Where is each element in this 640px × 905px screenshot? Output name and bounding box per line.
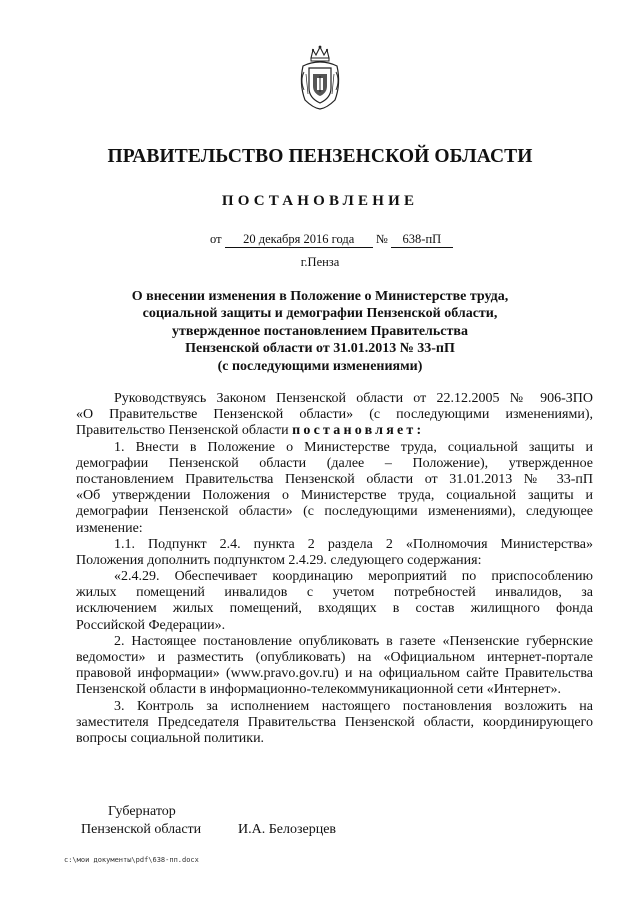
body-line: изменение: xyxy=(76,520,143,536)
body-line: демографии Пензенской области» (с последующими изменениями), следующее xyxy=(76,504,593,520)
document-body xyxy=(76,391,593,747)
body-line: Руководствуясь Законом Пензенской области от 22.12.2005 № 906-ЗПО xyxy=(114,391,593,406)
body-line: постановлением Правительства Пензенской области от 31.01.2013 № 33-пП xyxy=(76,471,593,487)
file-path-footer: c:\мои документы\pdf\638-пп.docx xyxy=(64,856,199,864)
subject-line: (с последующими изменениями) xyxy=(217,358,423,374)
subject-line: О внесении изменения в Положение о Министерстве труда, xyxy=(131,289,509,304)
body-line: 3. Контроль за исполнением настоящего постановления возложить на xyxy=(114,698,593,714)
body-line-text: Правительство Пензенской области xyxy=(76,423,289,439)
document-date: 20 декабря 2016 года xyxy=(225,232,373,248)
signatory-name: И.А. Белозерцев xyxy=(238,822,337,837)
body-line: правовой информации» (www.pravo.gov.ru) и на официальном сайте Правительства xyxy=(76,666,593,682)
body-line: Положения дополнить подпунктом 2.4.29. следующего содержания: xyxy=(76,552,482,568)
city-name: г.Пенза xyxy=(300,255,340,269)
date-number-line xyxy=(210,232,453,248)
body-line: жилых помещений инвалидов с учетом потребностей инвалидов, за xyxy=(76,585,593,601)
signatory-title: Губернатор xyxy=(108,804,176,819)
body-line: Российской Федерации». xyxy=(76,617,226,633)
body-line: заместителя Председателя Правительства Пензенской области, координирующего xyxy=(76,714,593,730)
body-line: 1. Внести в Положение о Министерстве труда, социальной защиты и xyxy=(114,439,593,455)
body-line: «Об утверждении Положения о Министерстве труда, социальной защиты и xyxy=(76,488,593,504)
body-line: исключением жилых помещений, входящих в состав жилищного фонда xyxy=(76,601,593,617)
coat-of-arms-icon xyxy=(297,44,343,110)
body-line-resolution xyxy=(76,423,593,439)
document-type-title: ПОСТАНОВЛЕНИЕ xyxy=(221,193,419,209)
subject-line: Пензенской области от 31.01.2013 № 33-пП xyxy=(185,341,455,357)
body-line: демографии Пензенской области (далее – Положение), утвержденное xyxy=(76,455,593,471)
signatory-region: Пензенской области xyxy=(81,822,202,837)
document-number: 638-пП xyxy=(391,232,453,248)
resolves-keyword: постановляет: xyxy=(292,423,425,439)
body-line: Пензенской области в информационно-телекоммуникационной сети «Интернет». xyxy=(76,682,562,698)
body-line: «О Правительстве Пензенской области» (с последующими изменениями), xyxy=(76,407,593,423)
document-subject xyxy=(0,288,640,375)
subject-line: утвержденное постановлением Правительства xyxy=(172,323,468,339)
date-prefix: от xyxy=(210,232,222,246)
body-line: вопросы социальной политики. xyxy=(76,730,265,746)
subject-line: социальной защиты и демографии Пензенской области, xyxy=(142,306,498,322)
body-line: 1.1. Подпункт 2.4. пункта 2 раздела 2 «Полномочия Министерства» xyxy=(114,536,593,552)
body-line: «2.4.29. Обеспечивает координацию мероприятий по приспособлению xyxy=(114,569,593,585)
body-line: 2. Настоящее постановление опубликовать в газете «Пензенские губернские xyxy=(114,633,593,649)
body-line: ведомости» и разместить (опубликовать) на «Официальном интернет-портале xyxy=(76,650,593,665)
organization-title: ПРАВИТЕЛЬСТВО ПЕНЗЕНСКОЙ ОБЛАСТИ xyxy=(107,146,533,167)
number-prefix: № xyxy=(375,232,388,246)
